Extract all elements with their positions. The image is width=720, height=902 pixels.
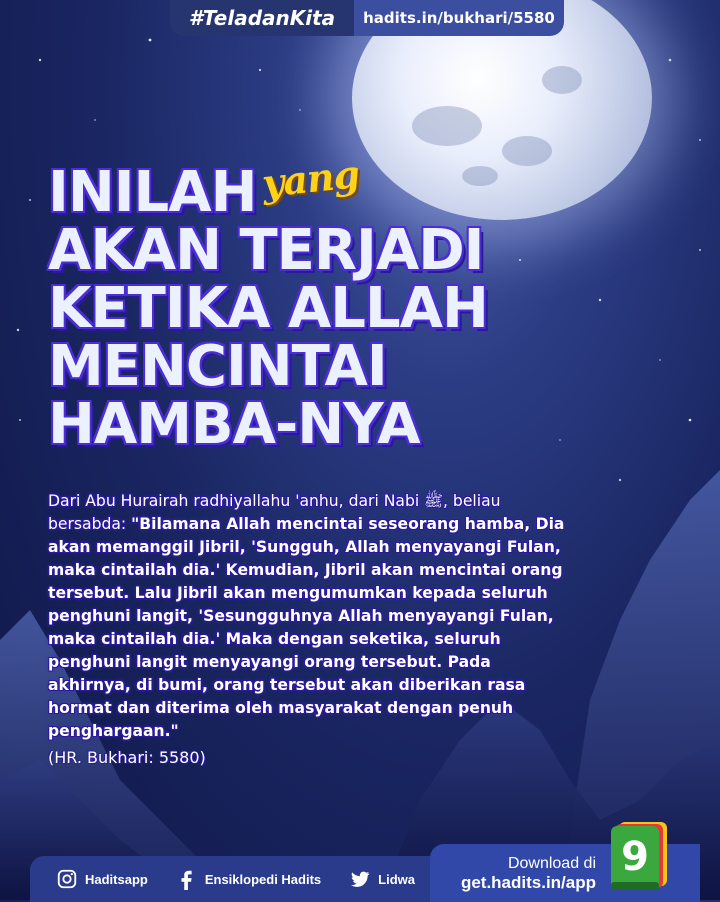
headline-accent-word: yang [260, 151, 362, 206]
facebook-icon [176, 868, 198, 890]
headline-word-inilah: INILAH [48, 160, 257, 225]
top-bar [170, 0, 564, 40]
headline-line-5: HAMBA-NYA [48, 392, 420, 457]
hadith-source: (HR. Bukhari: 5580) [48, 748, 206, 767]
hashtag-label: #TeladanKita [170, 0, 354, 36]
headline [48, 150, 488, 457]
hadith-quote: "Bilamana Allah mencintai seseorang hamba, Dia akan memanggil Jibril, 'Sungguh, Allah menyayangi Fulan, maka cintailah dia.' Kemudian, Jibril akan mencintai orang tersebut. Lalu Jibril akan mengumumkan kepada seluruh penghuni langit, 'Sesungguhnya Allah menyayangi Fulan, maka cintailah dia.' Maka dengan seketika, seluruh penghuni langit menyayangi orang tersebut. Pada akhirnya, di bumi, orang tersebut akan diberikan rasa hormat dan diterima oleh masyarakat dengan penuh penghargaan." [48, 515, 565, 740]
headline-line-2: AKAN TERJADI [48, 218, 484, 283]
download-text [461, 855, 596, 893]
facebook-link[interactable] [176, 868, 321, 890]
facebook-page-name: Ensiklopedi Hadits [204, 871, 322, 887]
app-icon-digit: 9 [621, 834, 649, 880]
twitter-handle: Lidwa [378, 871, 415, 887]
instagram-icon [56, 868, 78, 890]
hadith-url-link[interactable]: hadits.in/bukhari/5580 [354, 0, 564, 36]
headline-line-1 [48, 150, 488, 225]
headline-line-3: KETIKA ALLAH [48, 276, 488, 341]
twitter-link[interactable] [349, 868, 415, 890]
instagram-link[interactable] [56, 868, 148, 890]
hadith-text [48, 490, 578, 743]
hadith-intro: Dari Abu Hurairah radhiyallahu 'anhu, dari Nabi ﷺ, beliau bersabda: [48, 492, 501, 533]
social-footer [30, 856, 430, 902]
headline-line-4: MENCINTAI [48, 334, 387, 399]
download-url-link[interactable]: get.hadits.in/app [460, 873, 596, 892]
download-label: Download di [507, 855, 596, 872]
twitter-icon [349, 868, 371, 890]
app-icon[interactable] [609, 820, 669, 892]
instagram-handle: Haditsapp [85, 871, 148, 887]
